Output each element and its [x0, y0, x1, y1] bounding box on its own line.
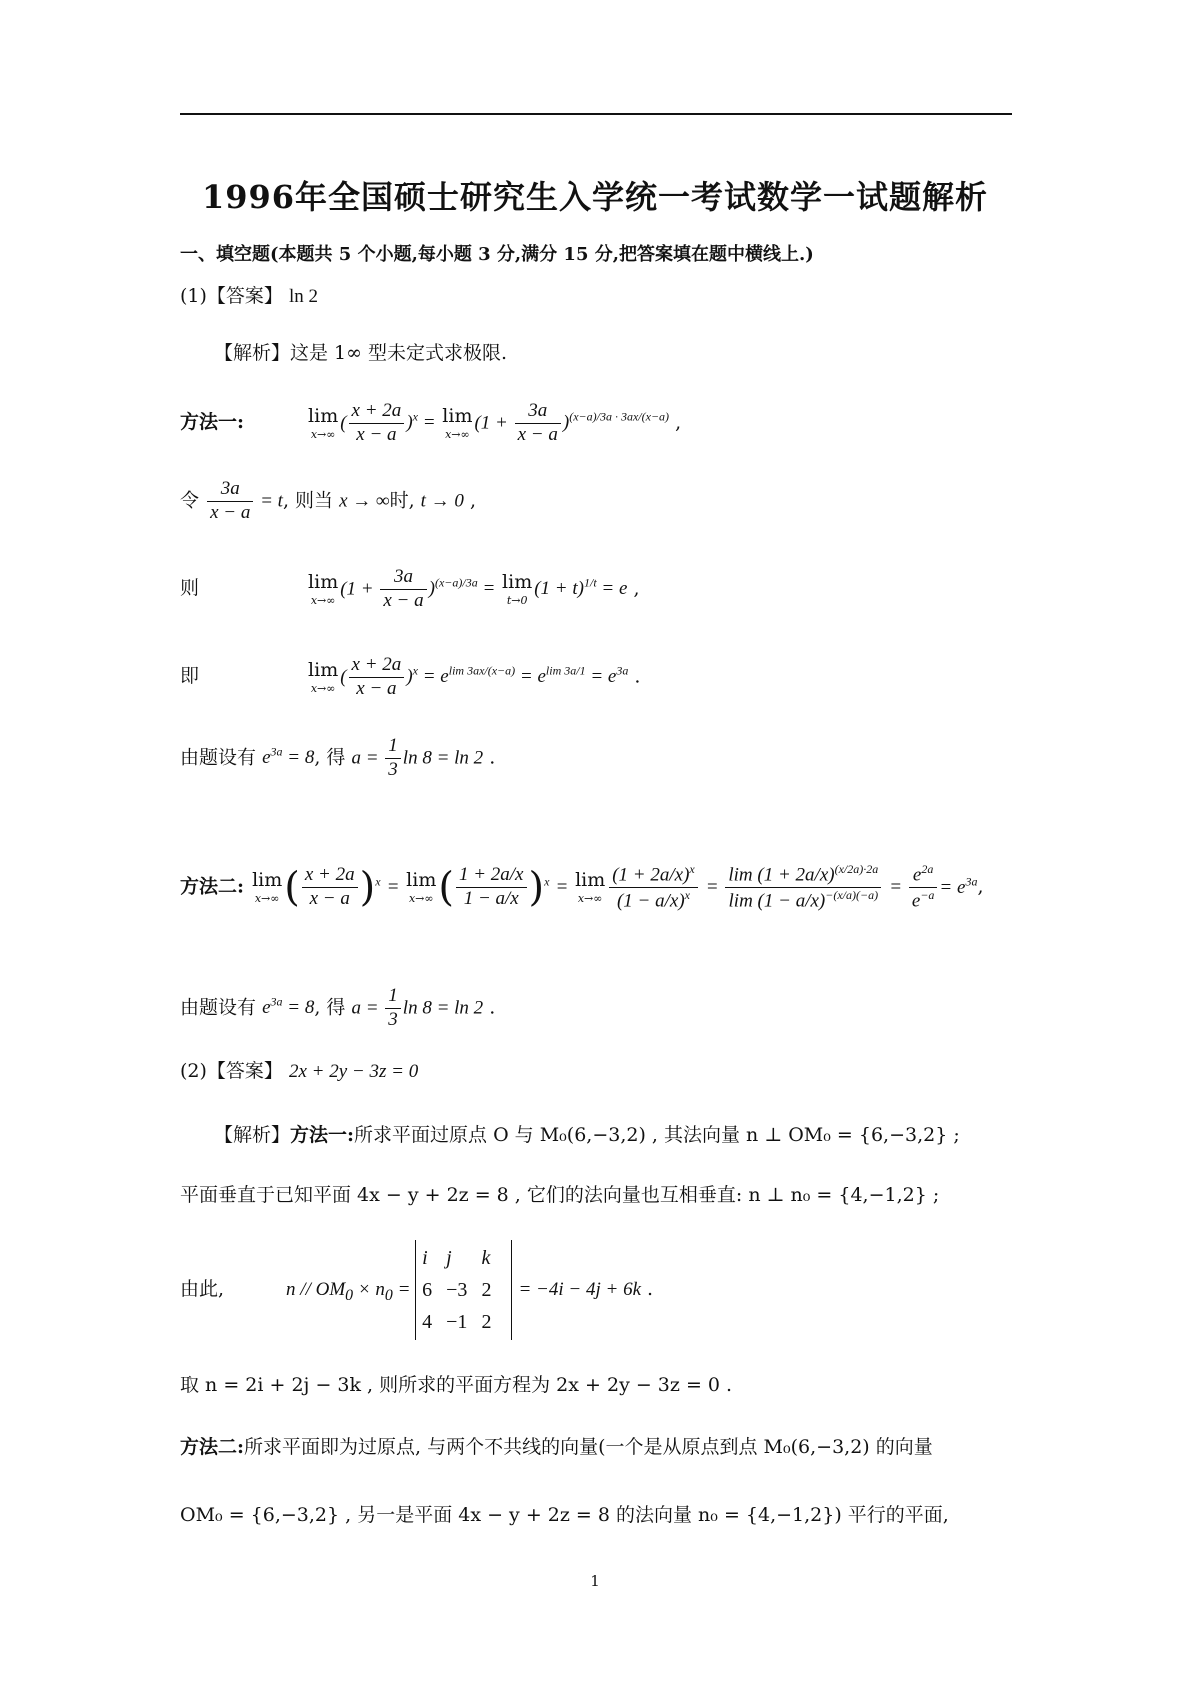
q1-method1-line: 方法一: lim x→∞ ( $\frac{x + 2a}{x - a}$ )$^x$ = lim x→∞ (1 + $\frac{3a}{x - a}$ )$^{(x-a)/3a \cdot 3ax/(x-a)}$ , [180, 400, 682, 445]
q2-take-line: 取 n = 2i + 2j − 3k , 则所求的平面方程为 2x + 2y − 3z = 0 . [180, 1374, 733, 1396]
q2-method2-line1 [180, 1436, 933, 1459]
given-label-2: 由题设有 [180, 996, 257, 1019]
q1-method2-label: 方法二: [180, 875, 245, 898]
q2-determinant-line: 由此, $n // OM_0 \times n_0$ = i j k 6 −3 2 4 −1 2 = −4i − 4j + 6k . [180, 1240, 653, 1340]
q1-answer-line [180, 285, 318, 309]
q1-given-line-2: 由题设有 $e^{3a} = 8$, 得 a = $\frac{1}{3}$ ln 8 = ln 2 . [180, 985, 496, 1030]
q2-label: (2)【答案】 [180, 1060, 283, 1082]
get-label-2: , 得 [314, 996, 346, 1019]
q1-method1-label: 方法一: [180, 411, 245, 434]
q2-method2-line2: OM₀ = {6,−3,2} , 另一是平面 4x − y + 2z = 8 的法向量 n₀ = {4,−1,2}) 平行的平面, [180, 1504, 949, 1526]
q2-line1-text: 所求平面过原点 O 与 M₀(6,−3,2) , 其法向量 n ⊥ OM₀ = {6,−3,2} ; [354, 1124, 960, 1146]
q2-answer: 2x + 2y − 3z = 0 [288, 1061, 419, 1082]
determinant: i j k 6 −3 2 4 −1 2 [415, 1240, 512, 1340]
page-title: 1996年全国硕士研究生入学统一考试数学一试题解析 [201, 178, 989, 216]
section-heading: 一、填空题(本题共 5 个小题,每小题 3 分,满分 15 分,把答案填在题中横线上.) [180, 244, 814, 265]
q2-method2-label: 方法二: [180, 1436, 245, 1458]
thus-label: 由此, [180, 1278, 225, 1300]
let-prefix: 令 [180, 489, 200, 512]
q2-m2-line1-text: 所求平面即为过原点, 与两个不共线的向量(一个是从原点到点 M₀(6,−3,2) 的向量 [244, 1436, 933, 1458]
q2-method1-label: 方法一: [290, 1124, 355, 1146]
so-label: 即 [180, 665, 200, 688]
q1-analysis-label: 【解析】 [214, 342, 291, 364]
q2-line2: 平面垂直于已知平面 4x − y + 2z = 8 , 它们的法向量也互相垂直: n ⊥ n₀ = {4,−1,2} ; [180, 1184, 940, 1206]
then-label: 则 [180, 577, 200, 600]
q1-answer: ln 2 [288, 286, 318, 307]
page-number: 1 [590, 1572, 600, 1590]
q1-analysis-text: 这是 1∞ 型未定式求极限. [290, 342, 508, 364]
q1-so-line: 即 lim x→∞ ( $\frac{x + 2a}{x - a}$ )$^x = e^{lim 3ax/(x-a)} = e^{lim 3a/1} = e^{3a}$ . [180, 654, 641, 699]
q1-then-line: 则 lim x→∞ (1 + $\frac{3a}{x - a}$ )$^{(x-a)/3a}$ = lim t→0 $(1 + t)^{1/t} = e$ , [180, 566, 640, 611]
get-label: , 得 [314, 746, 346, 769]
q1-method2-line: 方法二: lim x→∞ ( $\frac{x + 2a}{x - a}$ )$^x$ = lim x→∞ ( $\frac{1 + 2a/x}{1 - a/x}$ )$^x$ = lim x→∞ $\frac{(1 + 2a/x)^x}{(1 - a/x)^x}$ = $\frac{\lim (1 + 2a/x)^{(x/2a)\cdot 2a}}{\lim (1 - a/x)^{-(x/a)(-a)}}$ = $\frac{e^{2a}}{e^{-a}}$ = $e^{3a}$, [180, 862, 984, 912]
q1-given-line-1: 由题设有 $e^{3a} = 8$, 得 a = $\frac{1}{3}$ ln 8 = ln 2 . [180, 735, 496, 780]
q1-let-line: 令 $\frac{3a}{x - a}$ = t, 则当 x → ∞时, t → 0 , [180, 478, 477, 523]
q1-analysis [214, 342, 507, 365]
q2-analysis-label: 【解析】 [214, 1124, 291, 1146]
let-mid2: 时, [389, 489, 415, 512]
q2-line1 [214, 1124, 960, 1147]
let-mid: , 则当 [282, 489, 334, 512]
header-rule [180, 113, 1012, 115]
q1-label: (1)【答案】 [180, 285, 283, 307]
given-label: 由题设有 [180, 746, 257, 769]
limit-sign: lim x→∞ [308, 404, 339, 441]
q2-answer-line [180, 1060, 418, 1084]
